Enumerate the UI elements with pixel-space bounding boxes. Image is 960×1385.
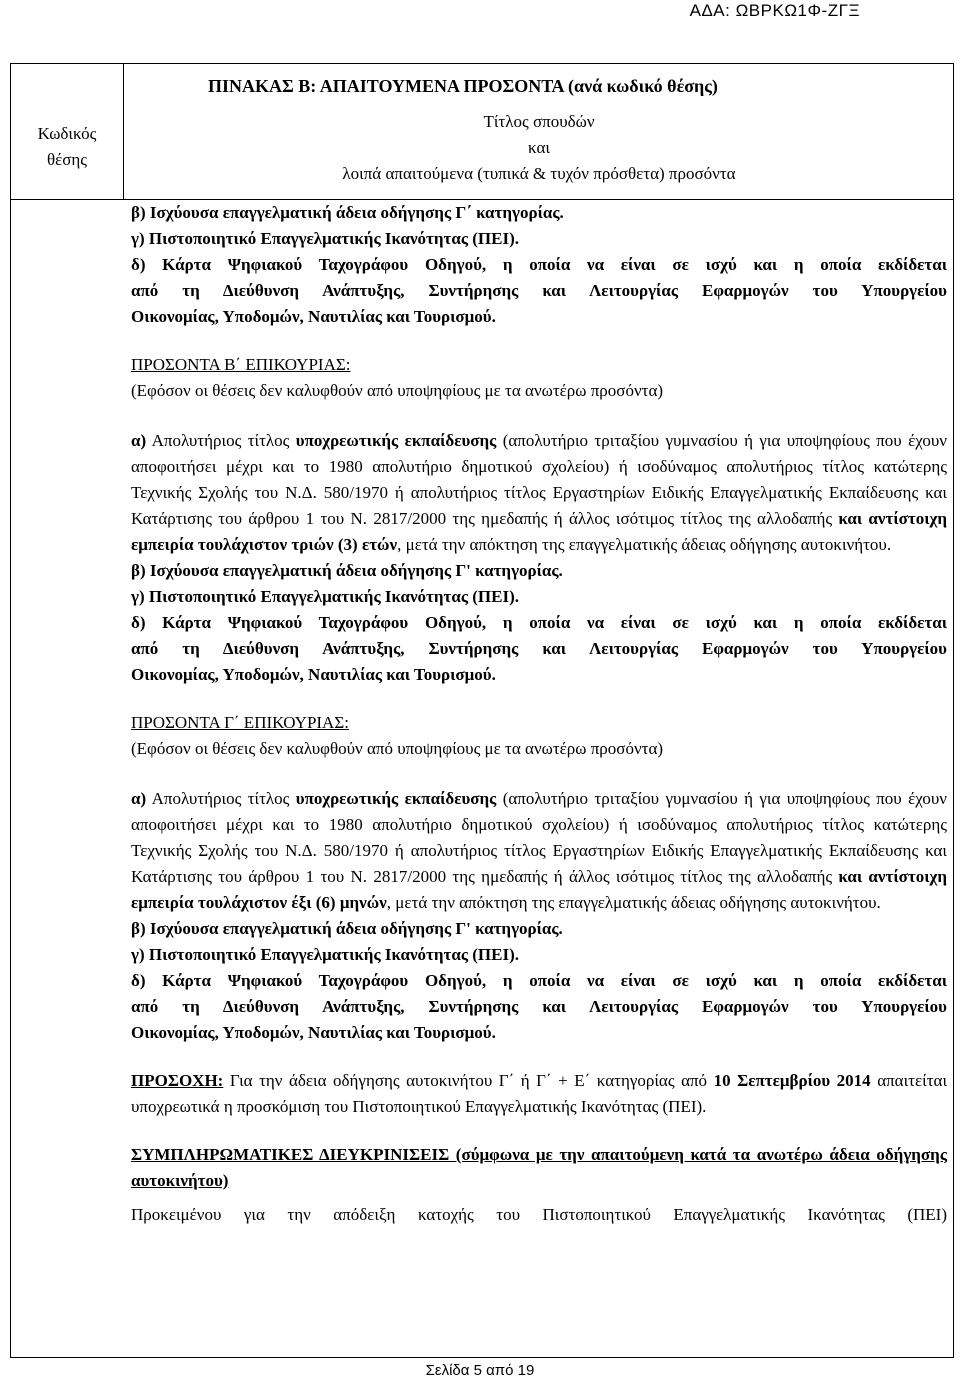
column-studies-header: Τίτλος σπουδών και λοιπά απαιτούμενα (τυπικά & τυχόν πρόσθετα) προσόντα: [342, 112, 736, 183]
section-c-item-a: α) Απολυτήριος τίτλος υποχρεωτικής εκπαίδευσης (απολυτήριο τριταξίου γυμνασίου ή για υποψηφίους που έχουν αποφοιτήσει μέχρι και το 1980 απολυτήριο δημοτικού σχολείου) ή ισοδύναμος απολυτήριος τίτλος κατώτερης Τεχνικής Σχολής του Ν.Δ. 580/1970 ή απολυτήριος τίτλος Εργαστηρίων Ειδικής Επαγγελματικής Εκπαίδευσης και Κατάρτισης του άρθρου 1 του Ν. 2817/2000 της ημεδαπής ή άλλος ισότιμος τίτλος της αλλοδαπής και αντίστοιχη εμπειρία τουλάχιστον έξι (6) μηνών, μετά την απόκτηση της επαγγελματικής άδειας οδήγησης αυτοκινήτου.: [131, 789, 947, 912]
section-b-item-d-line1: δ) Κάρτα Ψηφιακού Ταχογράφου Οδηγού, η οποία να είναι σε ισχύ και η οποία εκδίδεται: [131, 613, 947, 632]
section-c-item-d-line3: Οικονομίας, Υποδομών, Ναυτιλίας και Τουρισμού.: [131, 1023, 496, 1042]
column-code-header: Κωδικός θέσης: [37, 124, 97, 169]
qualifications-content: [131, 200, 947, 1228]
top-item-d-line1: δ) Κάρτα Ψηφιακού Ταχογράφου Οδηγού, η οποία να είναι σε ισχύ και η οποία εκδίδεται: [131, 255, 947, 274]
section-b-item-b: β) Ισχύουσα επαγγελματική άδεια οδήγησης Γ' κατηγορίας.: [131, 561, 563, 580]
document-table: [10, 63, 954, 1358]
table-title: ΠΙΝΑΚΑΣ Β: ΑΠΑΙΤΟΥΜΕΝΑ ΠΡΟΣΟΝΤΑ (ανά κωδικό θέσης): [208, 76, 718, 96]
section-c-item-d-line2: από τη Διεύθυνση Ανάπτυξης, Συντήρησης και Λειτουργίας Εφαρμογών του Υπουργείου: [131, 997, 947, 1016]
supplementary-heading: ΣΥΜΠΛΗΡΩΜΑΤΙΚΕΣ ΔΙΕΥΚΡΙΝΙΣΕΙΣ (σύμφωνα με την απαιτούμενη κατά τα ανωτέρω άδεια οδήγησης αυτοκινήτου): [131, 1145, 947, 1190]
section-b-item-c: γ) Πιστοποιητικό Επαγγελματικής Ικανότητας (ΠΕΙ).: [131, 587, 520, 606]
section-b-item-d-line2: από τη Διεύθυνση Ανάπτυξης, Συντήρησης και Λειτουργίας Εφαρμογών του Υπουργείου: [131, 639, 947, 658]
supplementary-text: Προκειμένου για την απόδειξη κατοχής του Πιστοποιητικού Επαγγελματικής Ικανότητας (ΠΕΙ): [131, 1205, 947, 1224]
top-item-c: γ) Πιστοποιητικό Επαγγελματικής Ικανότητας (ΠΕΙ).: [131, 229, 520, 248]
top-item-b: β) Ισχύουσα επαγγελματική άδεια οδήγησης Γ΄ κατηγορίας.: [131, 203, 564, 222]
top-item-d-line2: από τη Διεύθυνση Ανάπτυξης, Συντήρησης και Λειτουργίας Εφαρμογών του Υπουργείου: [131, 281, 947, 300]
section-b-item-a: α) Απολυτήριος τίτλος υποχρεωτικής εκπαίδευσης (απολυτήριο τριταξίου γυμνασίου ή για υποψηφίους που έχουν αποφοιτήσει μέχρι και το 1980 απολυτήριο δημοτικού σχολείου) ή ισοδύναμος απολυτήριος τίτλος κατώτερης Τεχνικής Σχολής του Ν.Δ. 580/1970 ή απολυτήριος τίτλος Εργαστηρίων Ειδικής Επαγγελματικής Εκπαίδευσης και Κατάρτισης του άρθρου 1 του Ν. 2817/2000 της ημεδαπής ή άλλος ισότιμος τίτλος της αλλοδαπής και αντίστοιχη εμπειρία τουλάχιστον τριών (3) ετών, μετά την απόκτηση της επαγγελματικής άδειας οδήγησης αυτοκινήτου.: [131, 431, 947, 554]
top-item-d-line3: Οικονομίας, Υποδομών, Ναυτιλίας και Τουρισμού.: [131, 307, 496, 326]
section-c-item-c: γ) Πιστοποιητικό Επαγγελματικής Ικανότητας (ΠΕΙ).: [131, 945, 520, 964]
section-b-note: (Εφόσον οι θέσεις δεν καλυφθούν από υποψηφίους με τα ανωτέρω προσόντα): [131, 381, 664, 400]
section-c-note: (Εφόσον οι θέσεις δεν καλυφθούν από υποψηφίους με τα ανωτέρω προσόντα): [131, 739, 664, 758]
section-c-item-d-line1: δ) Κάρτα Ψηφιακού Ταχογράφου Οδηγού, η οποία να είναι σε ισχύ και η οποία εκδίδεται: [131, 971, 947, 990]
section-b-item-d-line3: Οικονομίας, Υποδομών, Ναυτιλίας και Τουρισμού.: [131, 665, 496, 684]
section-c-heading: ΠΡΟΣΟΝΤΑ Γ΄ ΕΠΙΚΟΥΡΙΑΣ:: [131, 713, 349, 732]
section-b-heading: ΠΡΟΣΟΝΤΑ Β΄ ΕΠΙΚΟΥΡΙΑΣ:: [131, 355, 351, 374]
page-number: Σελίδα 5 από 19: [425, 1362, 535, 1379]
section-c-item-b: β) Ισχύουσα επαγγελματική άδεια οδήγησης Γ' κατηγορίας.: [131, 919, 563, 938]
ada-code: ΑΔΑ: ΩΒΡΚΩ1Φ-ΖΓΞ: [689, 1, 860, 20]
attention-paragraph: ΠΡΟΣΟΧΗ: Για την άδεια οδήγησης αυτοκινήτου Γ΄ ή Γ΄ + Ε΄ κατηγορίας από 10 Σεπτεμβρίου 2014 απαιτείται υποχρεωτικά η προσκόμιση του Πιστοποιητικού Επαγγελματικής Ικανότητας (ΠΕΙ).: [131, 1071, 948, 1116]
